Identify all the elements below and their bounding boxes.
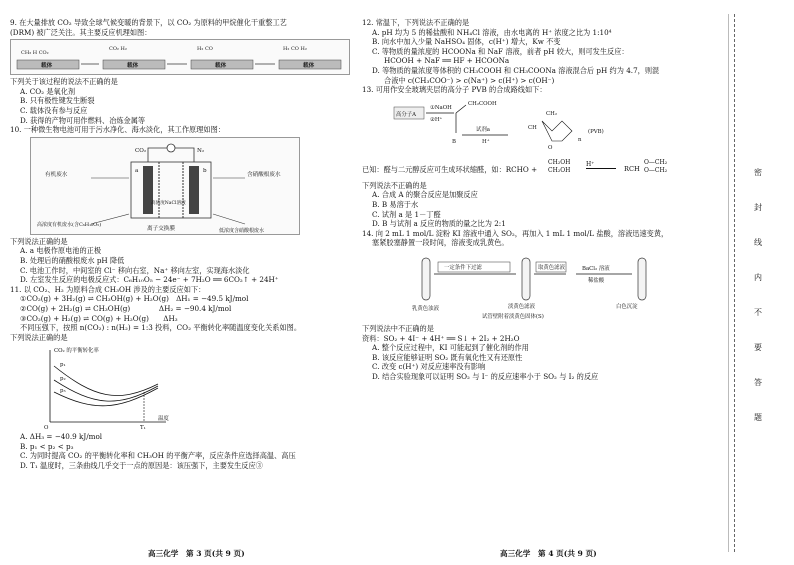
q13-label-ch2cooh: CH₂COOH [468,100,497,107]
q10-label-co2: CO₂ [135,147,147,154]
q13-known: 已知：醛与二元醇反应可生成环状缩醛，如：RCHO + [362,164,538,174]
q13-label-polymer-a: 高分子A [396,111,417,118]
q12-option-a: A. pH 均为 5 的稀盐酸和 NH₄Cl 溶液，由水电离的 H⁺ 浓度之比为 1:10⁴ [372,27,612,37]
q13-label-b: B [452,138,456,145]
q13-acetal-bottom: O—CH₂ [644,166,668,174]
q14-label-white-ppt: 白色沉淀 [616,303,638,310]
q10-option-a: A. a 电极作原电池的正极 [20,246,102,256]
seal-char-6: 要 [754,343,762,352]
q13-question: 下列说法不正确的是 [362,180,427,190]
q13-option-a: A. 合成 A 的聚合反应是加聚反应 [372,190,478,200]
q10-question: 下列说法正确的是 [10,236,68,246]
q10-cell-diagram [31,138,301,236]
q13-option-b: B. B 易溶于水 [372,199,419,209]
q13-label-h: ②H⁺ [430,116,443,123]
carrier-label-4: 载体 [303,63,315,70]
q13-label-reagent-a: 试剂a [476,126,490,133]
q12-option-b: B. 向水中加入少量 NaHSO₄ 固体，c(H⁺) 增大，Kw 不变 [372,37,561,47]
q10-option-c: C. 电池工作时，中间室的 Cl⁻ 移向右室，Na⁺ 移向左室，实现海水淡化 [20,265,250,275]
q14-option-c: C. 改变 c(H⁺) 对反应速率没有影响 [372,362,486,372]
question-9 [10,18,362,125]
q11-stem: 11. 以 CO₂、H₂ 为原料合成 CH₃OH 涉及的主要反应如下： [10,284,206,294]
q10-label-nacl: 高浓度NaCl溶液 [151,200,186,206]
q14-option-b: B. 该反应能够证明 SO₂ 既有氧化性又有还原性 [372,352,523,362]
q13-diol-top: CH₂OH [548,158,571,166]
q10-label-b: b [203,167,207,174]
q14-option-d: D. 结合实验现象可以证明 SO₂ 与 I⁻ 的反应速率小于 SO₂ 与 I₂ 的反应 [372,371,599,381]
t1-label: T₁ [140,425,146,431]
q9-option-d: D. 获得的产物可用作燃料、冶炼金属等 [20,115,146,125]
curve-label-p1: p₁ [60,362,66,369]
x-axis-label: 温度 [158,416,169,423]
q14-known: 资料：SO₂ + 4I⁻ + 4H⁺ ══ S↓ + 2I₂ + 2H₂O [362,333,520,343]
q13-known-diol [548,159,570,175]
q10-cell-figure [30,137,300,235]
q10-option-b: B. 处理后的硝酸根废水 pH 降低 [20,255,125,265]
svg-text:H₂ CO: H₂ CO [197,46,213,53]
q9-option-a: A. CO₂ 是氧化剂 [20,86,76,96]
carrier-label-1: 载体 [41,63,53,70]
q11-reaction-1: ①CO₂(g) + 3H₂(g) ⇌ CH₃OH(g) + H₂O(g) ΔH₁ = −49.5 kJ/mol [20,294,249,304]
question-12 [362,18,720,85]
svg-text:CH₃ H CO₂: CH₃ H CO₂ [21,50,49,57]
q14-experiment-diagram [412,250,662,322]
q14-label-filter: 一定条件下过滤 [444,264,482,271]
seal-char-3: 线 [754,238,762,247]
q12-option-d-cont: 合液中 c(CH₃COO⁻) > c(Na⁺) > c(H⁺) > c(OH⁻) [384,75,555,85]
seal-char-2: 封 [754,203,762,212]
test-tube-1 [422,258,430,300]
q11-reaction-3: ③CO₂(g) + H₂(g) ⇌ CO(g) + H₂O(g) ΔH₃ [20,313,178,323]
q13-synthesis-route [392,97,642,157]
question-13 [362,85,720,229]
q10-label-high-organic: 高浓度有机废水(含C₆H₁₀O₅) [37,221,102,228]
q10-label-organic-waste: 有机废水 [45,171,68,178]
q9-mechanism-diagram [11,40,351,76]
q10-label-n2: N₂ [197,147,205,154]
q9-stem-line2: (DRM) 被广泛关注。其主要反应机理如图： [10,27,152,37]
q13-known-arrow [586,161,616,170]
q14-label-hcl: 稀盐酸 [588,277,605,284]
footer-page-3: 高三化学 第 3 页(共 9 页) [148,549,245,558]
seal-char-5: 不 [754,308,762,317]
q13-route-figure [392,97,642,157]
q13-diol-bottom: CH₂OH [548,166,571,174]
q14-stem-line1: 14. 向 2 mL 1 mol/L 淀粉 KI 溶液中通入 SO₂，再加入 1 mL 1 mol/L 盐酸，溶液迅速变黄， [362,228,669,238]
q13-known-block [362,159,720,181]
seal-char-4: 内 [754,273,762,282]
q13-label-ch: CH [528,124,537,131]
bulb-icon [167,144,175,152]
seal-char-7: 答 [754,378,762,387]
q10-stem: 10. 一种微生物电池可用于污水净化、海水淡化，其工作原理如图： [10,125,225,135]
q14-experiment-figure [412,250,662,322]
q10-label-a: a [135,167,139,174]
q9-stem-line1: 9. 在大量排放 CO₂ 导致全球气候变暖的背景下，以 CO₂ 为原料的甲烷催化干重整工艺 [10,18,287,27]
seal-line-sidebar [734,14,780,552]
q10-label-nitrate-waste: 含硝酸根废水 [247,171,281,178]
q10-option-d: D. 左室发生反应的电极反应式：C₆H₁₀O₅ − 24e⁻ + 7H₂O ══ 6CO₂↑ + 24H⁺ [20,275,279,285]
q13-known-catalyst: H⁺ [586,160,595,168]
q14-label-bacl2: BaCl₂ 溶液 [582,265,610,272]
curve-label-p2: p₂ [60,376,66,383]
page-margin-line [728,14,729,552]
q12-stem: 12. 常温下，下列说法不正确的是 [362,18,470,27]
footer-page-4: 高三化学 第 4 页(共 9 页) [500,549,597,558]
carrier-label-2: 载体 [127,63,139,70]
seal-char-8: 题 [754,413,762,422]
q12-option-c-equation: HCOOH + NaF ══ HF + HCOONa [384,56,510,66]
q9-mechanism-figure [10,39,350,75]
q11-option-c: C. 为同时提高 CO₂ 的平衡转化率和 CH₃OH 的平衡产率，反应条件应选择高温、高压 [20,451,296,461]
q13-known-rch: RCH [624,164,640,173]
question-11 [10,285,362,471]
q13-stem: 13. 可用作安全玻璃夹层的高分子 PVB 的合成路线如下： [362,85,547,95]
q13-option-c: C. 试剂 a 是 1－丁醛 [372,209,441,219]
q11-reaction-2: ②CO(g) + 2H₂(g) ⇌ CH₃OH(g) ΔH₂ = −90.4 kJ/mol [20,303,232,313]
q13-arrow-line [586,168,616,169]
q13-label-ch2: CH₂ [546,110,557,117]
q13-known-acetal [644,159,667,175]
left-page [10,18,362,471]
q10-label-low-nitrate: 低浓度含硝酸根废水 [219,227,265,234]
right-page [362,18,720,381]
q12-option-c: C. 等物质的量浓度的 HCOONa 和 NaF 溶液，前者 pH 较大，则可发生反应： [372,46,629,56]
q14-option-a: A. 整个反应过程中，KI 可能起到了催化剂的作用 [372,343,529,353]
q13-option-d: D. B 与试剂 a 反应的物质的量之比为 2:1 [372,219,506,229]
chart-title: CO₂ 的平衡转化率 [54,348,99,355]
q14-label-solid-s: 试管壁附着淡黄色固体(S) [482,313,544,320]
q9-question: 下列关于该过程的说法不正确的是 [10,77,118,87]
q9-option-c: C. 载体没有参与反应 [20,105,88,115]
curve-p1 [54,366,158,396]
q10-label-membrane: 离子交换膜 [147,225,175,232]
question-10 [10,125,362,285]
q13-label-pvb: (PVB) [588,128,604,135]
q13-label-naoh: ①NaOH [430,104,452,111]
q13-label-h2: H⁺ [482,138,490,145]
curve-label-p3: p₃ [60,388,66,395]
q11-conversion-chart [34,344,174,430]
q14-label-milky-turbid: 乳黄色浊液 [412,305,439,312]
q11-option-b: B. p₁ < p₂ < p₃ [20,441,74,451]
q14-stem-line2: 塞紧胶塞静置一段时间，溶液变成乳黄色。 [372,238,509,248]
origin-label: O [44,425,49,431]
q14-label-yellow-filtrate: 取黄色滤液 [538,264,565,271]
q12-option-d: D. 等物质的量浓度等体积的 CH₃COOH 和 CH₃COONa 溶液混合后 pH 约为 4.7，则混 [372,65,660,75]
svg-text:CO₂ H₂: CO₂ H₂ [109,46,127,53]
q13-label-n: n [578,136,582,143]
q11-option-a: A. ΔH₃ = −40.9 kJ/mol [20,432,103,442]
q11-chart [34,344,174,430]
q11-condition: 不同压强下，按照 n(CO₂) : n(H₂) = 1:3 投料，CO₂ 平衡转化率随温度变化关系如图。 [20,323,302,333]
q9-option-b: B. 只有极性键发生断裂 [20,96,95,106]
carrier-label-3: 载体 [215,63,227,70]
question-14 [362,229,720,382]
svg-text:H₂ CO H₂: H₂ CO H₂ [283,46,307,53]
q14-question: 下列说法中不正确的是 [362,323,434,333]
seal-char-1: 密 [754,168,762,177]
q14-label-pale-filtrate: 淡黄色滤液 [508,303,535,310]
q13-acetal-top: O—CH₂ [644,158,668,166]
q13-label-o: O [548,144,553,151]
test-tube-2 [522,258,530,300]
q11-option-d: D. T₁ 温度时，三条曲线几乎交于一点的原因是：该压强下，主要发生反应③ [20,461,263,471]
q11-question: 下列说法正确的是 [10,332,68,342]
test-tube-3 [638,258,646,300]
